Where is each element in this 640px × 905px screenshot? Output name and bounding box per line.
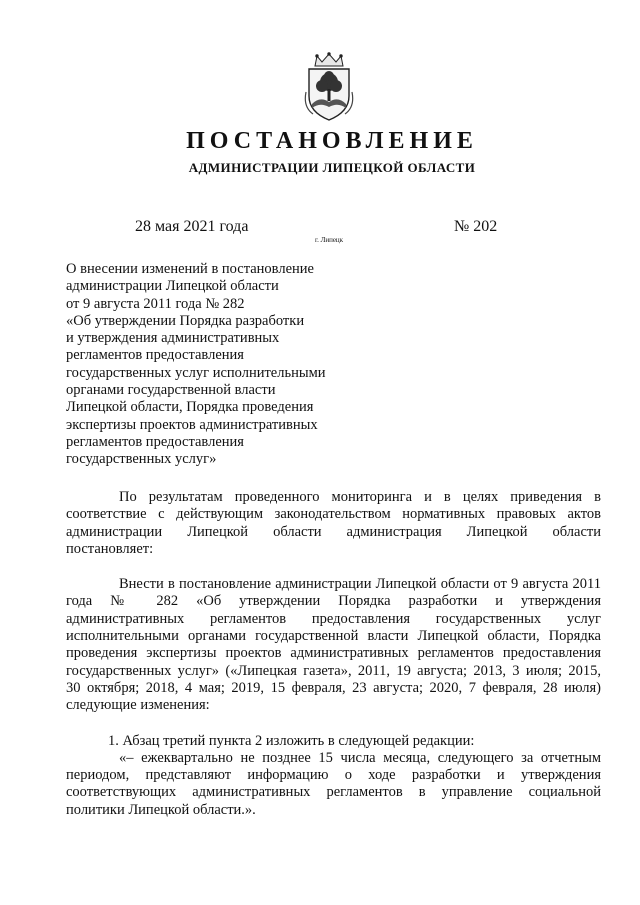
body-line: 30 октября; 2018, 4 мая; 2019, 15 февраля, 23 августа; 2020, 7 февраля, 28 июля) — [66, 679, 601, 696]
document-title: ПОСТАНОВЛЕНИЕ — [186, 128, 478, 154]
body-line: исполнительными органами государственной власти Липецкой области, Порядка — [66, 628, 601, 645]
subject-line: от 9 августа 2011 года № 282 — [66, 295, 245, 312]
subject-line: «Об утверждении Порядка разработки — [66, 312, 305, 329]
document-city: г. Липецк — [315, 236, 344, 244]
body-line: Внести в постановление администрации Липецкой области от 9 августа 2011 — [119, 576, 601, 593]
body-line: административных регламентов предоставления государственных услуг — [66, 610, 601, 627]
item-heading: 1. Абзац третий пункта 2 изложить в следующей редакции: — [108, 732, 475, 749]
subject-line: экспертизы проектов административных — [66, 416, 318, 433]
body-line: государственных услуг» («Липецкая газета», 2011, 19 августа; 2013, 3 июля; 2015, — [66, 662, 601, 679]
quote-line: соответствующих административных регламентов в управление социальной — [66, 784, 601, 801]
body-line: По результатам проведенного мониторинга и в целях приведения в — [119, 489, 601, 505]
quote-line: политики Липецкой области.». — [66, 801, 256, 818]
preamble-paragraph — [66, 489, 601, 558]
subject-line: государственных услуг» — [66, 451, 217, 468]
body-line: следующие изменения: — [66, 697, 210, 714]
amendment-item-1 — [66, 733, 601, 819]
subject-block — [66, 261, 366, 469]
body-line: проведения экспертизы проектов административных регламентов предоставления — [66, 645, 601, 662]
subject-line: органами государственной власти — [66, 382, 276, 399]
body-line: администрации Липецкой области администрация Липецкой области — [66, 523, 601, 540]
subject-line: регламентов предоставления — [66, 347, 244, 364]
issuing-authority: АДМИНИСТРАЦИИ ЛИПЕЦКОЙ ОБЛАСТИ — [188, 160, 476, 175]
body-line: года № 282 «Об утверждении Порядка разработки и утверждения — [66, 593, 601, 610]
subject-line: Липецкой области, Порядка проведения — [66, 399, 314, 416]
document-number: № 202 — [454, 218, 498, 235]
coat-of-arms-emblem — [303, 52, 355, 124]
document-date: 28 мая 2021 года — [135, 218, 249, 235]
body-line: постановляет: — [66, 540, 154, 557]
quote-line: периодом, представляют информацию о ходе разработки и утверждения — [66, 767, 601, 784]
subject-line: регламентов предоставления — [66, 433, 244, 450]
subject-line: администрации Липецкой области — [66, 278, 279, 295]
subject-line: и утверждения административных — [66, 330, 280, 347]
document-body — [66, 489, 601, 819]
body-line: соответствие с действующим законодательством нормативных правовых актов — [66, 506, 601, 523]
subject-line: государственных услуг исполнительными — [66, 364, 326, 381]
main-paragraph — [66, 576, 601, 714]
quote-line: «– ежеквартально не позднее 15 числа месяца, следующего за отчетным — [119, 749, 601, 766]
subject-line: О внесении изменений в постановление — [66, 261, 314, 277]
